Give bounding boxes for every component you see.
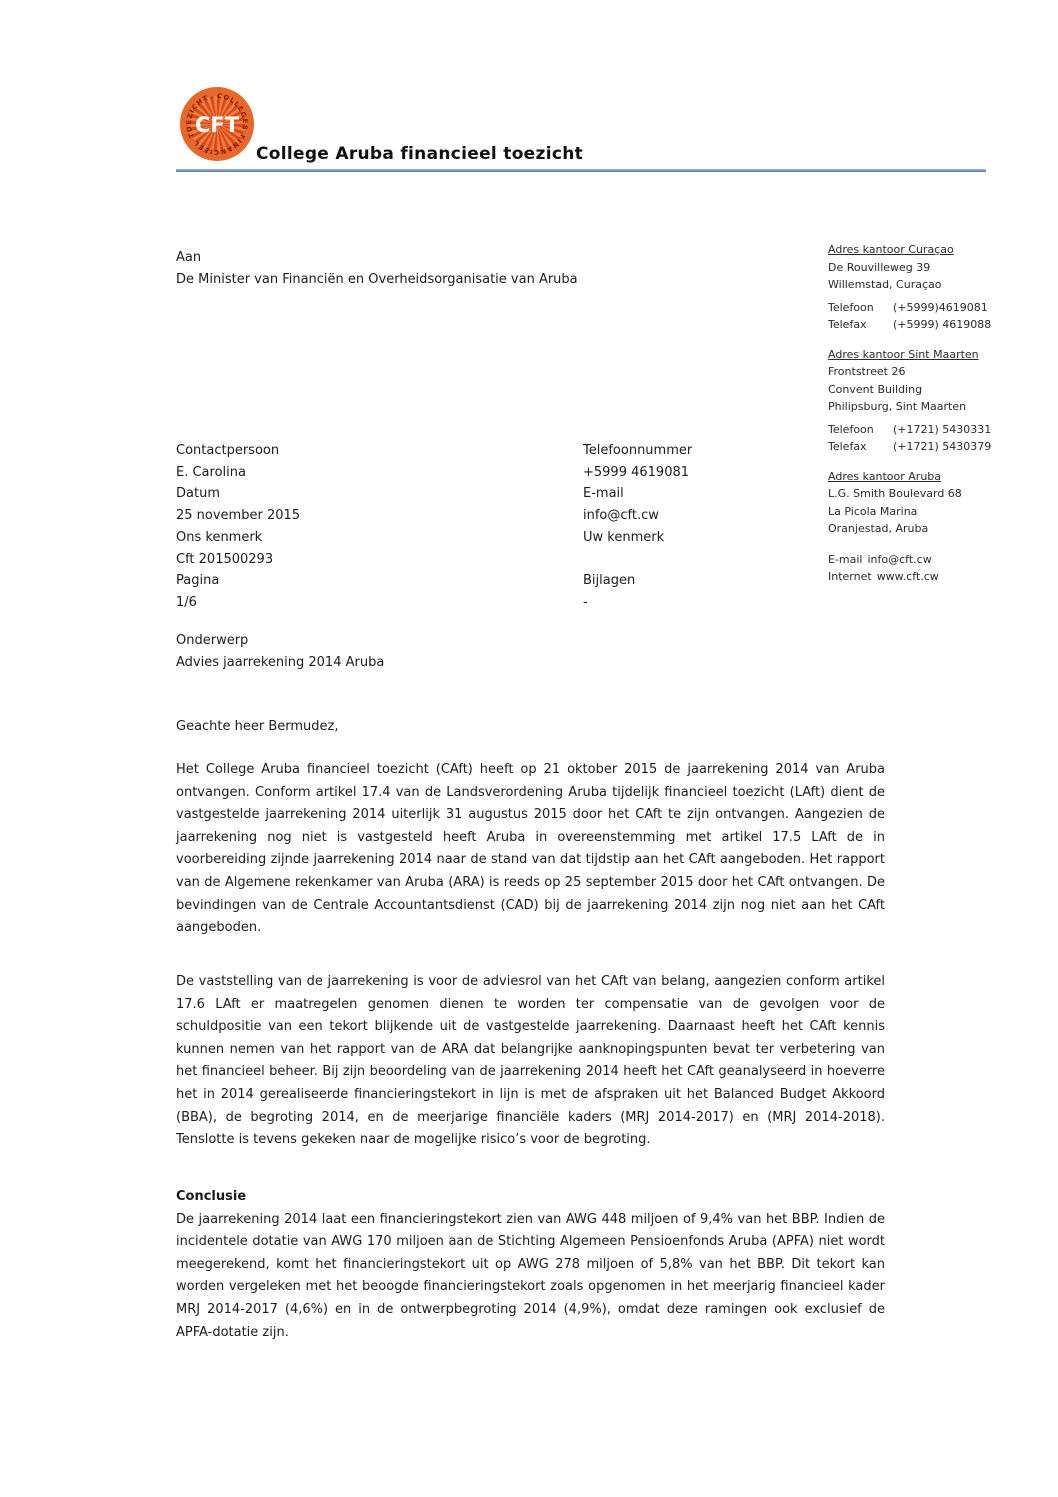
office-address-sidebar	[828, 241, 1006, 586]
email-value: info@cft.cw	[867, 552, 932, 566]
fax-row	[828, 438, 1006, 456]
meta-label-contactpersoon: Contactpersoon	[176, 443, 280, 458]
sidebar-email-row	[828, 551, 1006, 569]
logo-ring-text: COLLEGES FINANCIEEL TOEZICHT	[184, 91, 250, 157]
page-title: College Aruba financieel toezicht	[256, 144, 584, 164]
recipient-label: Aan	[176, 250, 202, 265]
meta-value-email: info@cft.cw	[583, 508, 659, 524]
cft-logo-icon	[180, 87, 254, 161]
meta-value-telefoonnummer: +5999 4619081	[583, 464, 690, 480]
salutation: Geachte heer Bermudez,	[176, 719, 339, 734]
meta-label-email: E-mail	[583, 486, 624, 502]
office-curacao-phones	[828, 299, 1006, 334]
letter-meta	[176, 440, 823, 614]
telefax-label: Telefax	[828, 440, 867, 453]
header-divider	[176, 169, 986, 172]
telefax-value: (+5999) 4619088	[893, 318, 992, 331]
logo-monogram: CFT	[194, 113, 240, 137]
meta-label-pagina: Pagina	[176, 573, 220, 589]
office-sint-maarten-heading: Adres kantoor Sint Maarten	[828, 347, 979, 361]
office-curacao-address-line: Willemstad, Curaçao	[828, 278, 942, 291]
body-paragraph-1: Het College Aruba financieel toezicht (CAft) heeft op 21 oktober 2015 de jaarrekening 2014 van Aruba ontvangen. Conform artikel 17.4 van de Landsverordening Aruba tijdelijk financieel toezicht (LAft) dient de vastgestelde jaarrekening 2014 uiterlijk 31 augustus 2015 door het CAft te zijn ontvangen. Aangezien de jaarrekening nog niet is vastgesteld heeft Aruba in overeenstemming met artikel 17.5 LAft de in voorbereiding zijnde jaarrekening 2014 naar de stand van dat tijdstip aan het CAft aangeboden. Het rapport van de Algemene rekenkamer van Aruba (ARA) is reeds op 25 september 2015 door het CAft ontvangen. De bevindingen van de Centrale Accountantsdienst (CAD) bij de jaarrekening 2014 zijn nog niet aan het CAft aangeboden.	[176, 762, 885, 936]
email-label: E-mail	[828, 552, 863, 566]
conclusion-section	[176, 1186, 885, 1344]
office-sint-maarten-phones	[828, 421, 1006, 456]
meta-label-bijlagen: Bijlagen	[583, 573, 636, 589]
logo-text-overlay	[180, 87, 254, 161]
office-sint-maarten-address-line: Convent Building	[828, 382, 923, 396]
office-aruba-address-line: L.G. Smith Boulevard 68	[828, 487, 962, 500]
office-curacao-heading: Adres kantoor Curaçao	[828, 243, 954, 256]
internet-value: www.cft.cw	[876, 570, 939, 583]
meta-value-pagina: 1/6	[176, 594, 197, 610]
phone-row	[828, 299, 1006, 317]
subject-label: Onderwerp	[176, 633, 249, 648]
subject-value: Advies jaarrekening 2014 Aruba	[176, 655, 385, 670]
meta-label-uw-kenmerk: Uw kenmerk	[583, 529, 665, 545]
telefoon-label: Telefoon	[828, 422, 874, 436]
recipient-block	[176, 247, 578, 291]
office-sint-maarten-address-line: Frontstreet 26	[828, 365, 906, 378]
office-curacao	[828, 241, 1006, 334]
meta-value-ons-kenmerk: Cft 201500293	[176, 551, 274, 567]
sidebar-internet-row	[828, 568, 1006, 586]
office-curacao-address-line: De Rouvilleweg 39	[828, 260, 931, 274]
meta-label-telefoonnummer: Telefoonnummer	[583, 443, 693, 458]
internet-label: Internet	[828, 570, 872, 583]
phone-row	[828, 421, 1006, 439]
conclusion-heading: Conclusie	[176, 1189, 247, 1204]
subject-block	[176, 630, 384, 674]
telefoon-value: (+5999)4619081	[893, 300, 988, 314]
meta-left-column	[176, 440, 583, 614]
meta-right-column	[583, 440, 823, 614]
office-aruba-address-line: Oranjestad, Aruba	[828, 522, 929, 535]
meta-value-bijlagen: -	[583, 594, 588, 610]
office-aruba-heading: Adres kantoor Aruba	[828, 469, 942, 483]
meta-value-datum: 25 november 2015	[176, 508, 301, 524]
meta-label-datum: Datum	[176, 486, 220, 502]
meta-value-contactpersoon: E. Carolina	[176, 464, 246, 480]
office-aruba	[828, 468, 1006, 538]
telefax-value: (+1721) 5430379	[893, 440, 992, 453]
meta-label-ons-kenmerk: Ons kenmerk	[176, 529, 263, 545]
office-sint-maarten-address-line: Philipsburg, Sint Maarten	[828, 400, 967, 413]
sidebar-contact-footer	[828, 551, 1006, 586]
body-paragraph-2: De vaststelling van de jaarrekening is voor de adviesrol van het CAft van belang, aangezien conform artikel 17.6 LAft er maatregelen genomen dienen te worden ter compensatie van de gevolgen voor de schuldpositie van een tekort blijkende uit de vastgestelde jaarrekening. Daarnaast heeft het CAft kennis kunnen nemen van het rapport van de ARA dat belangrijke aanknopingspunten bevat ter verbetering van het financieel beheer. Bij zijn beoordeling van de jaarrekening 2014 heeft het CAft geanalyseerd in hoeverre het in 2014 gerealiseerde financieringstekort in lijn is met de afspraken uit het Balanced Budget Akkoord (BBA), de begroting 2014, en de meerjarige financiële kaders (MRJ 2014-2017) en (MRJ 2014-2018). Tenslotte is tevens gekeken naar de mogelijke risico’s voor de begroting.	[176, 974, 885, 1148]
telefax-label: Telefax	[828, 318, 867, 331]
recipient-name: De Minister van Financiën en Overheidsorganisatie van Aruba	[176, 272, 578, 287]
fax-row	[828, 316, 1006, 334]
office-aruba-address-line: La Picola Marina	[828, 504, 918, 518]
conclusion-paragraph: De jaarrekening 2014 laat een financieringstekort zien van AWG 448 miljoen of 9,4% van het BBP. Indien de incidentele dotatie van AWG 170 miljoen aan de Stichting Algemeen Pensioenfonds Aruba (APFA) niet wordt meegerekend, komt het financieringstekort uit op AWG 278 miljoen of 5,8% van het BBP. Dit tekort kan worden vergeleken met het beoogde financieringstekort zoals opgenomen in het meerjarig financieel kader MRJ 2014-2017 (4,6%) en in de ontwerpbegroting 2014 (4,9%), omdat deze ramingen ook exclusief de APFA-dotatie zijn.	[176, 1211, 885, 1340]
office-sint-maarten	[828, 346, 1006, 456]
telefoon-label: Telefoon	[828, 300, 874, 314]
meta-value-uw-kenmerk	[583, 549, 823, 571]
telefoon-value: (+1721) 5430331	[893, 422, 992, 436]
